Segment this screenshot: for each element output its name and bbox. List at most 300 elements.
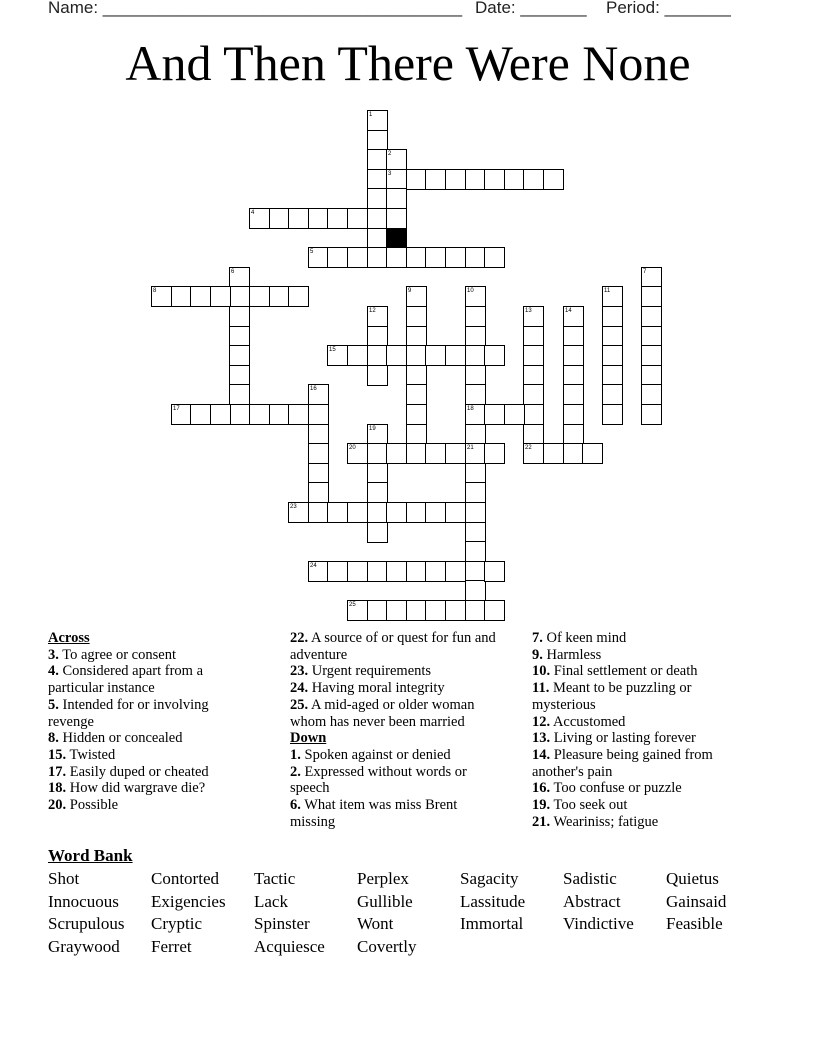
- across-clues-column: [48, 630, 248, 814]
- clue-item: [532, 797, 742, 814]
- cell-number: 10: [467, 288, 474, 294]
- grid-cell[interactable]: [445, 169, 466, 190]
- grid-cell[interactable]: [406, 345, 427, 366]
- grid-cell[interactable]: [308, 463, 329, 484]
- grid-cell[interactable]: [504, 169, 525, 190]
- clue-number: 5.: [48, 696, 59, 713]
- clue-text: Intended for or involving revenge: [48, 696, 209, 730]
- cell-number: 18: [467, 406, 474, 412]
- word-bank-item: Contorted: [151, 869, 219, 888]
- grid-cell[interactable]: [229, 384, 250, 405]
- clue-item: [48, 730, 248, 747]
- grid-cell[interactable]: [406, 365, 427, 386]
- clue-item: [48, 647, 248, 664]
- grid-cell[interactable]: [308, 502, 329, 523]
- grid-cell[interactable]: [386, 188, 407, 209]
- grid-cell[interactable]: [445, 443, 466, 464]
- grid-cell[interactable]: [465, 502, 486, 523]
- grid-cell[interactable]: [465, 600, 486, 621]
- clue-item: [48, 747, 248, 764]
- grid-cell[interactable]: [249, 404, 270, 425]
- grid-cell[interactable]: [465, 326, 486, 347]
- cell-number: 1: [369, 112, 373, 118]
- grid-cell[interactable]: [367, 443, 388, 464]
- word-bank-item: Scrupulous: [48, 914, 125, 934]
- grid-cell[interactable]: [484, 247, 505, 268]
- clue-text: Expressed without words or speech: [290, 763, 467, 797]
- clue-item: [290, 697, 505, 730]
- grid-cell[interactable]: [641, 365, 662, 386]
- clue-number: 12.: [532, 713, 551, 730]
- grid-cell[interactable]: [563, 365, 584, 386]
- grid-cell[interactable]: [484, 600, 505, 621]
- clue-number: 10.: [532, 663, 551, 680]
- grid-cell[interactable]: [406, 286, 427, 307]
- grid-cell[interactable]: [229, 286, 250, 307]
- clue-text: Considered apart from a particular instance: [48, 663, 204, 697]
- clue-item: [48, 697, 248, 730]
- clue-item: [532, 747, 742, 780]
- grid-cell[interactable]: [465, 247, 486, 268]
- grid-cell[interactable]: [465, 482, 486, 503]
- date-field[interactable]: Date: _______: [475, 0, 587, 17]
- grid-cell[interactable]: [445, 345, 466, 366]
- grid-cell[interactable]: [367, 561, 388, 582]
- grid-cell[interactable]: [465, 580, 486, 601]
- grid-cell[interactable]: [523, 384, 544, 405]
- grid-cell[interactable]: [465, 443, 486, 464]
- grid-cell[interactable]: [602, 345, 623, 366]
- grid-cell[interactable]: [347, 502, 368, 523]
- grid-cell[interactable]: [465, 384, 486, 405]
- grid-cell[interactable]: [367, 247, 388, 268]
- word-bank-item: Lack: [254, 891, 288, 911]
- grid-cell[interactable]: [229, 326, 250, 347]
- grid-cell[interactable]: [484, 345, 505, 366]
- clue-number: 11.: [532, 680, 550, 697]
- cell-number: 8: [153, 288, 157, 294]
- clue-text: Pleasure being gained from another's pain: [532, 746, 713, 780]
- grid-cell[interactable]: [327, 247, 348, 268]
- grid-cell[interactable]: [367, 424, 388, 445]
- clue-text: Weariniss; fatigue: [553, 813, 659, 830]
- grid-cell[interactable]: [465, 522, 486, 543]
- clue-text: A mid-aged or older woman whom has never been married: [290, 696, 475, 730]
- clue-text: Living or lasting forever: [553, 730, 696, 747]
- grid-cell[interactable]: [406, 443, 427, 464]
- grid-cell[interactable]: [229, 267, 250, 288]
- clue-item: [48, 663, 248, 696]
- clue-item: [532, 814, 742, 831]
- grid-cell[interactable]: [641, 306, 662, 327]
- clue-number: 17.: [48, 763, 67, 780]
- cell-number: 5: [310, 249, 314, 255]
- grid-cell[interactable]: [386, 149, 407, 170]
- word-bank-item: Cryptic: [151, 914, 202, 934]
- grid-cell[interactable]: [269, 404, 290, 425]
- clue-number: 20.: [48, 797, 67, 814]
- grid-cell[interactable]: [367, 306, 388, 327]
- grid-cell[interactable]: [523, 326, 544, 347]
- clue-item: [532, 630, 742, 647]
- grid-cell[interactable]: [563, 345, 584, 366]
- grid-cell[interactable]: [367, 482, 388, 503]
- grid-cell[interactable]: [582, 443, 603, 464]
- clue-text: Easily duped or cheated: [69, 763, 209, 780]
- grid-cell[interactable]: [308, 247, 329, 268]
- grid-cell[interactable]: [367, 169, 388, 190]
- clue-text: Meant to be puzzling or mysterious: [532, 680, 692, 713]
- grid-cell[interactable]: [523, 424, 544, 445]
- grid-cell[interactable]: [288, 286, 309, 307]
- grid-cell[interactable]: [523, 365, 544, 386]
- grid-cell[interactable]: [602, 365, 623, 386]
- grid-cell[interactable]: [367, 130, 388, 151]
- grid-cell[interactable]: [190, 404, 211, 425]
- word-bank-item: Innocuous: [48, 891, 119, 911]
- grid-cell[interactable]: [641, 345, 662, 366]
- grid-cell[interactable]: [367, 326, 388, 347]
- clue-number: 14.: [532, 746, 551, 763]
- grid-cell[interactable]: [465, 404, 486, 425]
- grid-cell[interactable]: [425, 169, 446, 190]
- grid-cell[interactable]: [308, 208, 329, 229]
- clue-text: Possible: [69, 797, 119, 814]
- grid-cell[interactable]: [386, 345, 407, 366]
- clue-text: Twisted: [69, 746, 116, 763]
- grid-cell[interactable]: [602, 286, 623, 307]
- down-heading: Down: [290, 730, 327, 747]
- clue-number: 13.: [532, 730, 551, 747]
- word-bank-item: Spinster: [254, 914, 310, 934]
- clue-item: [290, 663, 505, 680]
- grid-cell[interactable]: [229, 365, 250, 386]
- grid-cell[interactable]: [465, 365, 486, 386]
- grid-cell[interactable]: [563, 326, 584, 347]
- cell-number: 21: [467, 445, 474, 451]
- grid-cell[interactable]: [563, 384, 584, 405]
- grid-cell[interactable]: [641, 404, 662, 425]
- grid-cell[interactable]: [425, 502, 446, 523]
- word-bank-item: Abstract: [563, 891, 621, 911]
- cell-number: 25: [349, 602, 356, 608]
- grid-cell[interactable]: [484, 169, 505, 190]
- grid-cell[interactable]: [386, 600, 407, 621]
- word-bank-item: Shot: [48, 869, 80, 888]
- clue-text: Accustomed: [552, 713, 626, 730]
- grid-cell[interactable]: [445, 561, 466, 582]
- grid-cell[interactable]: [367, 149, 388, 170]
- grid-cell[interactable]: [543, 443, 564, 464]
- grid-cell[interactable]: [406, 169, 427, 190]
- grid-cell[interactable]: [641, 286, 662, 307]
- grid-cell[interactable]: [406, 404, 427, 425]
- grid-cell[interactable]: [386, 208, 407, 229]
- clue-item: [532, 647, 742, 664]
- clue-item: [290, 747, 505, 764]
- grid-cell[interactable]: [386, 169, 407, 190]
- grid-cell[interactable]: [327, 345, 348, 366]
- grid-cell[interactable]: [602, 306, 623, 327]
- grid-cell[interactable]: [386, 247, 407, 268]
- clue-item: [290, 797, 505, 830]
- clue-item: [532, 714, 742, 731]
- clue-item: [532, 780, 742, 797]
- grid-cell[interactable]: [269, 286, 290, 307]
- word-bank-item: Wont: [357, 914, 394, 934]
- period-field[interactable]: Period: _______: [606, 0, 731, 17]
- cell-number: 9: [408, 288, 412, 294]
- grid-cell[interactable]: [288, 208, 309, 229]
- word-bank-item: Lassitude: [460, 891, 526, 911]
- clue-item: [48, 780, 248, 797]
- grid-cell[interactable]: [347, 247, 368, 268]
- clue-number: 1.: [290, 746, 301, 763]
- word-bank-item: Exigencies: [151, 891, 226, 911]
- grid-cell[interactable]: [425, 443, 446, 464]
- grid-cell[interactable]: [347, 600, 368, 621]
- word-bank-item: Sadistic: [563, 869, 617, 888]
- grid-cell[interactable]: [210, 404, 231, 425]
- grid-cell[interactable]: [308, 482, 329, 503]
- grid-cell[interactable]: [563, 306, 584, 327]
- grid-cell[interactable]: [563, 404, 584, 425]
- word-bank-item: Acquiesce: [254, 937, 325, 957]
- grid-cell[interactable]: [347, 208, 368, 229]
- grid-cell[interactable]: [465, 306, 486, 327]
- grid-cell[interactable]: [523, 404, 544, 425]
- grid-cell[interactable]: [288, 502, 309, 523]
- grid-cell[interactable]: [602, 384, 623, 405]
- cell-number: 13: [525, 308, 532, 314]
- clue-number: 23.: [290, 663, 309, 680]
- word-bank-item: Perplex: [357, 869, 409, 888]
- grid-cell[interactable]: [171, 404, 192, 425]
- grid-cell[interactable]: [563, 443, 584, 464]
- grid-cell[interactable]: [406, 247, 427, 268]
- clue-text: How did wargrave die?: [69, 780, 206, 797]
- grid-cell[interactable]: [425, 600, 446, 621]
- cell-number: 24: [310, 563, 317, 569]
- clue-item: [290, 764, 505, 797]
- grid-cell[interactable]: [406, 424, 427, 445]
- word-bank-item: Graywood: [48, 937, 120, 957]
- grid-cell[interactable]: [445, 247, 466, 268]
- word-bank-item: Immortal: [460, 914, 524, 934]
- grid-cell[interactable]: [367, 188, 388, 209]
- clue-number: 6.: [290, 797, 301, 814]
- grid-cell[interactable]: [347, 345, 368, 366]
- grid-cell[interactable]: [308, 561, 329, 582]
- grid-cell[interactable]: [406, 306, 427, 327]
- grid-cell[interactable]: [367, 463, 388, 484]
- grid-cell[interactable]: [367, 502, 388, 523]
- grid-cell[interactable]: [641, 326, 662, 347]
- grid-cell[interactable]: [190, 286, 211, 307]
- cell-number: 20: [349, 445, 356, 451]
- grid-cell[interactable]: [406, 561, 427, 582]
- clue-number: 24.: [290, 680, 309, 697]
- grid-cell[interactable]: [288, 404, 309, 425]
- grid-cell[interactable]: [523, 345, 544, 366]
- cell-number: 2: [388, 151, 392, 157]
- clue-number: 8.: [48, 730, 59, 747]
- clue-text: A source of or quest for fun and adventure: [290, 630, 496, 663]
- clue-number: 7.: [532, 630, 543, 646]
- clue-text: Of keen mind: [546, 630, 627, 646]
- clue-item: [48, 764, 248, 781]
- grid-cell[interactable]: [465, 561, 486, 582]
- grid-cell[interactable]: [543, 169, 564, 190]
- grid-cell[interactable]: [425, 247, 446, 268]
- word-bank-item: Vindictive: [563, 914, 634, 934]
- grid-cell[interactable]: [347, 561, 368, 582]
- grid-cell[interactable]: [484, 443, 505, 464]
- grid-cell[interactable]: [367, 228, 388, 249]
- grid-cell[interactable]: [249, 286, 270, 307]
- cell-number: 14: [565, 308, 572, 314]
- grid-cell[interactable]: [308, 443, 329, 464]
- grid-cell[interactable]: [308, 384, 329, 405]
- clue-number: 19.: [532, 797, 551, 814]
- clue-text: Harmless: [546, 646, 602, 663]
- cell-number: 7: [643, 269, 647, 275]
- word-bank-heading: Word Bank: [48, 846, 133, 865]
- grid-cell[interactable]: [602, 404, 623, 425]
- word-bank-item: Gullible: [357, 891, 413, 911]
- grid-cell[interactable]: [425, 345, 446, 366]
- down-clues-column: [532, 630, 742, 830]
- clue-number: 18.: [48, 780, 67, 797]
- grid-cell[interactable]: [406, 326, 427, 347]
- cell-number: 17: [173, 406, 180, 412]
- word-bank-item: Tactic: [254, 869, 296, 888]
- grid-cell[interactable]: [210, 286, 231, 307]
- word-bank-item: Quietus: [666, 869, 719, 888]
- clue-text: Final settlement or death: [553, 663, 698, 680]
- grid-cell[interactable]: [229, 306, 250, 327]
- grid-cell[interactable]: [445, 600, 466, 621]
- grid-cell[interactable]: [602, 326, 623, 347]
- grid-cell[interactable]: [171, 286, 192, 307]
- clue-text: Spoken against or denied: [304, 746, 451, 763]
- cell-number: 16: [310, 386, 317, 392]
- across-heading: Across: [48, 630, 90, 646]
- clue-text: Too seek out: [553, 797, 628, 814]
- grid-cell[interactable]: [367, 365, 388, 386]
- word-bank-item: Covertly: [357, 937, 417, 957]
- cell-number: 11: [604, 288, 611, 294]
- clue-text: Urgent requirements: [311, 663, 432, 680]
- cell-number: 15: [329, 347, 336, 353]
- clue-number: 22.: [290, 630, 309, 646]
- cell-number: 23: [290, 504, 297, 510]
- grid-cell[interactable]: [327, 561, 348, 582]
- grid-cell[interactable]: [347, 443, 368, 464]
- grid-cell[interactable]: [504, 404, 525, 425]
- grid-cell[interactable]: [523, 443, 544, 464]
- grid-cell[interactable]: [229, 404, 250, 425]
- clue-item: [290, 630, 505, 663]
- grid-cell[interactable]: [367, 345, 388, 366]
- grid-cell[interactable]: [308, 424, 329, 445]
- clue-text: Hidden or concealed: [62, 730, 183, 747]
- grid-cell[interactable]: [386, 443, 407, 464]
- grid-cell[interactable]: [641, 384, 662, 405]
- grid-cell[interactable]: [229, 345, 250, 366]
- grid-cell[interactable]: [465, 463, 486, 484]
- grid-cell[interactable]: [249, 208, 270, 229]
- clue-number: 3.: [48, 646, 59, 663]
- word-bank-item: Ferret: [151, 937, 192, 957]
- grid-cell[interactable]: [386, 561, 407, 582]
- clue-item: [290, 680, 505, 697]
- clue-text: Having moral integrity: [311, 680, 445, 697]
- clue-number: 16.: [532, 780, 551, 797]
- word-bank-item: Sagacity: [460, 869, 519, 888]
- grid-cell[interactable]: [465, 286, 486, 307]
- grid-cell[interactable]: [151, 286, 172, 307]
- clue-number: 4.: [48, 663, 59, 680]
- grid-cell[interactable]: [406, 600, 427, 621]
- grid-cell[interactable]: [308, 404, 329, 425]
- grid-cell[interactable]: [484, 404, 505, 425]
- cell-number: 6: [231, 269, 235, 275]
- grid-cell[interactable]: [406, 384, 427, 405]
- clue-text: Too confuse or puzzle: [553, 780, 682, 797]
- word-bank-item: Gainsaid: [666, 891, 727, 911]
- clue-item: [532, 680, 742, 713]
- clue-number: 9.: [532, 646, 543, 663]
- name-field[interactable]: Name: ______________________________________: [48, 0, 463, 17]
- grid-cell[interactable]: [523, 169, 544, 190]
- grid-cell[interactable]: [465, 541, 486, 562]
- grid-cell[interactable]: [445, 502, 466, 523]
- cell-number: 12: [369, 308, 376, 314]
- grid-cell[interactable]: [327, 208, 348, 229]
- clue-text: To agree or consent: [62, 646, 176, 663]
- clue-text: What item was miss Brent missing: [290, 797, 458, 830]
- grid-cell[interactable]: [641, 267, 662, 288]
- clue-item: [532, 663, 742, 680]
- grid-cell[interactable]: [465, 169, 486, 190]
- clue-number: 25.: [290, 696, 309, 713]
- grid-cell[interactable]: [425, 561, 446, 582]
- grid-cell[interactable]: [327, 502, 348, 523]
- grid-cell[interactable]: [269, 208, 290, 229]
- grid-cell[interactable]: [465, 424, 486, 445]
- grid-cell[interactable]: [465, 345, 486, 366]
- grid-cell[interactable]: [367, 208, 388, 229]
- grid-cell[interactable]: [367, 110, 388, 131]
- word-bank-item: Feasible: [666, 914, 723, 934]
- grid-cell[interactable]: [484, 561, 505, 582]
- grid-cell[interactable]: [367, 522, 388, 543]
- clue-number: 21.: [532, 813, 551, 830]
- grid-cell[interactable]: [523, 306, 544, 327]
- cell-number: 3: [388, 171, 392, 177]
- grid-cell[interactable]: [386, 502, 407, 523]
- clue-item: [48, 797, 248, 814]
- grid-cell[interactable]: [406, 502, 427, 523]
- clue-number: 15.: [48, 746, 67, 763]
- grid-cell[interactable]: [563, 424, 584, 445]
- clue-number: 2.: [290, 763, 301, 780]
- black-cell: [386, 228, 407, 249]
- grid-cell[interactable]: [367, 600, 388, 621]
- clue-item: [532, 730, 742, 747]
- page-title: And Then There Were None: [125, 35, 691, 91]
